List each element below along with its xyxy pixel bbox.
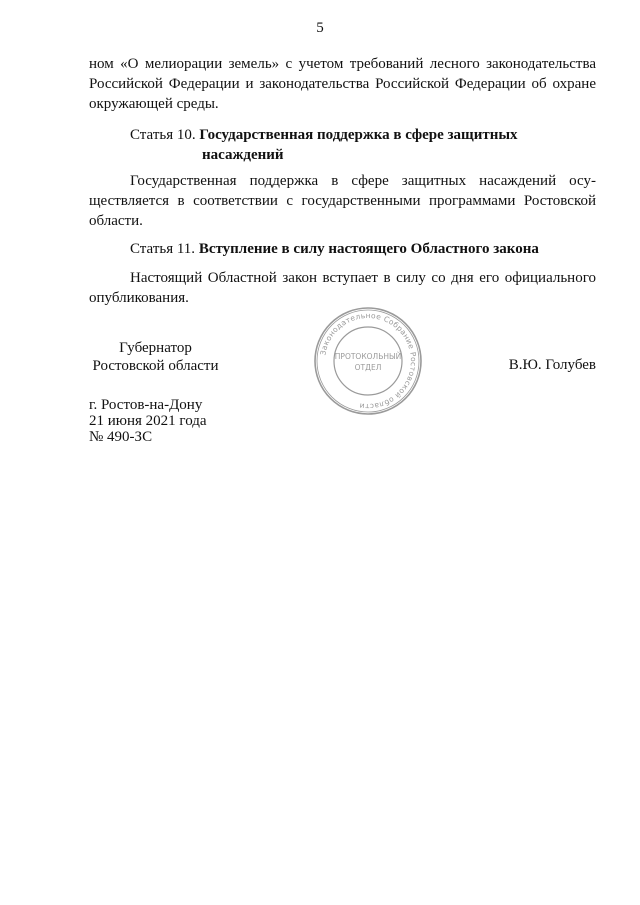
stamp-inner-line2: ОТДЕЛ bbox=[354, 363, 382, 372]
article-11-title: Вступление в силу настоящего Областного закона bbox=[198, 241, 539, 257]
article-10-title-line2: насаждений bbox=[202, 147, 284, 163]
article-10-heading bbox=[130, 125, 596, 165]
article-10-body: Государственная поддержка в сфере защитных насаждений осу-ществляется в соответствии с государственными программами Ростовской области. bbox=[89, 173, 596, 229]
article-11-number: Статья 11. bbox=[130, 241, 196, 257]
article-10-number: Статья 10. bbox=[130, 127, 196, 143]
signing-city: г. Ростов-на-Дону bbox=[89, 397, 203, 413]
stamp-outer-text: Законодательное Собрание Ростовской области bbox=[318, 310, 419, 412]
signing-date: 21 июня 2021 года bbox=[89, 413, 207, 429]
article-11-body: Настоящий Областной закон вступает в силу со дня его официального опубликования. bbox=[89, 270, 596, 306]
signature-role-line1: Губернатор bbox=[119, 340, 192, 356]
article-11-heading bbox=[130, 239, 596, 259]
law-number: № 490-ЗС bbox=[89, 429, 153, 445]
continued-paragraph: ном «О мелиорации земель» с учетом требований лесного законодательства Российской Федерации и законодательства Российской Федерации об охране окружающей среды. bbox=[89, 56, 596, 112]
official-stamp bbox=[313, 306, 423, 416]
signature-role-line2: Ростовской области bbox=[92, 358, 219, 374]
article-10-title-line1: Государственная поддержка в сфере защитных bbox=[199, 127, 518, 143]
page-number: 5 bbox=[316, 20, 324, 36]
signatory-name: В.Ю. Голубев bbox=[508, 357, 596, 373]
stamp-inner-line1: ПРОТОКОЛЬНЫЙ bbox=[334, 352, 402, 361]
signature-role-block bbox=[89, 339, 222, 375]
place-date-block bbox=[89, 397, 207, 445]
svg-text:Законодательное Собрание Росто bbox=[318, 311, 418, 411]
